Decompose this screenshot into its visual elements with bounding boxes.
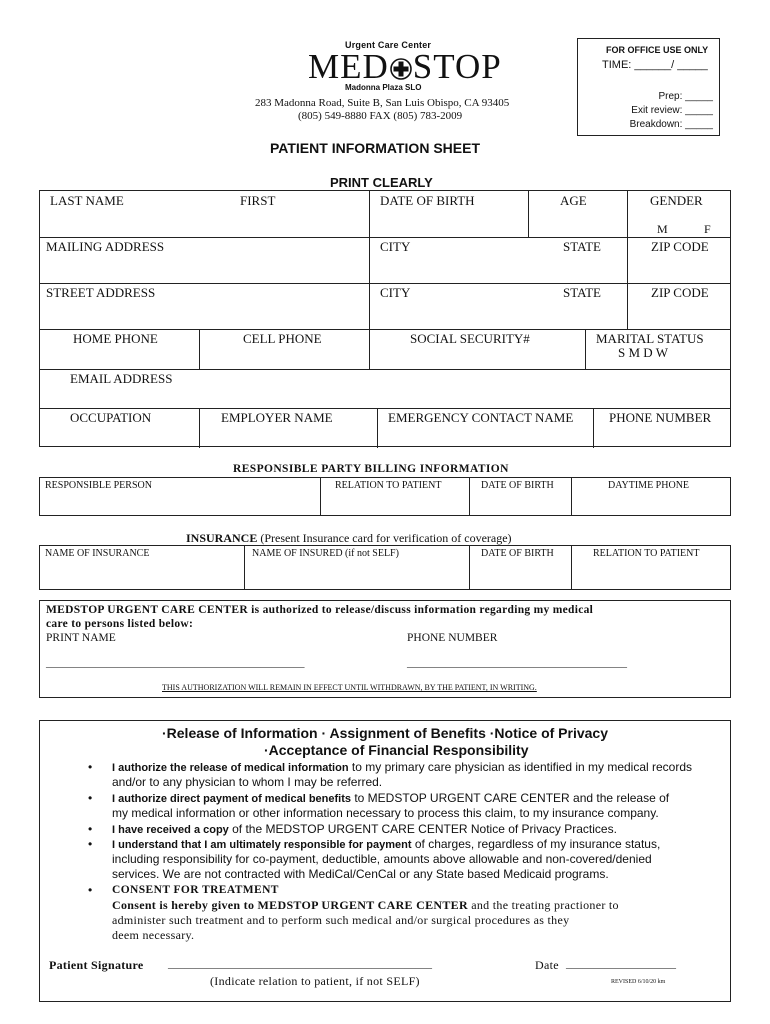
office-exit-review: Exit review: _____ (631, 105, 713, 116)
clinic-address: 283 Madonna Road, Suite B, San Luis Obispo, CA 93405 (255, 97, 510, 109)
bullet-icon: • (88, 837, 93, 851)
billing-dob-field[interactable]: DATE OF BIRTH (481, 480, 554, 491)
billing-heading: RESPONSIBLE PARTY BILLING INFORMATION (233, 463, 509, 475)
mailing-state-field[interactable]: STATE (563, 239, 601, 254)
authorization-line2: care to persons listed below: (46, 618, 194, 630)
insured-name-field[interactable]: NAME OF INSURED (if not SELF) (252, 548, 399, 559)
last-name-field[interactable]: LAST NAME (50, 193, 124, 208)
emergency-phone-field[interactable]: PHONE NUMBER (609, 410, 712, 425)
first-name-field[interactable]: FIRST (240, 193, 276, 208)
billing-daytime-phone-field[interactable]: DAYTIME PHONE (608, 480, 690, 491)
employer-field[interactable]: EMPLOYER NAME (221, 410, 333, 425)
authorization-line1: MEDSTOP URGENT CARE CENTER is authorized to release/discuss information regarding my medical (46, 604, 594, 616)
insurance-heading-note: (Present Insurance card for verification of coverage) (257, 531, 512, 545)
insurance-heading-bold: INSURANCE (186, 531, 258, 545)
gender-f[interactable]: F (704, 222, 711, 236)
print-clearly: PRINT CLEARLY (330, 175, 433, 190)
authorization-note: THIS AUTHORIZATION WILL REMAIN IN EFFECT UNTIL WITHDRAWN, BY THE PATIENT, IN WRITING. (162, 683, 537, 692)
patient-info-grid (39, 190, 731, 447)
insurance-name-field[interactable]: NAME OF INSURANCE (45, 548, 150, 559)
release-item-4-cont2: services. We are not contracted with MediCal/CenCal or any State based Medicaid programs. (112, 867, 609, 881)
page-title: PATIENT INFORMATION SHEET (270, 140, 480, 156)
cross-icon (390, 51, 412, 73)
date-label: Date (535, 958, 559, 972)
street-state-field[interactable]: STATE (563, 285, 601, 300)
insurance-dob-field[interactable]: DATE OF BIRTH (481, 548, 554, 559)
billing-table (39, 477, 731, 516)
release-heading-1: ·Release of Information · Assignment of Benefits ·Notice of Privacy (162, 725, 609, 741)
dob-field[interactable]: DATE OF BIRTH (380, 193, 475, 208)
release-heading-2: ·Acceptance of Financial Responsibility (264, 742, 529, 758)
billing-relation-field[interactable]: RELATION TO PATIENT (335, 480, 442, 491)
bullet-icon: • (88, 883, 93, 897)
auth-phone-label: PHONE NUMBER (407, 632, 498, 644)
auth-name-line[interactable]: _______________________________________________ (46, 657, 305, 669)
office-prep: Prep: _____ (658, 91, 713, 102)
responsible-person-field[interactable]: RESPONSIBLE PERSON (45, 480, 152, 491)
consent-line-2: administer such treatment and to perform such medical and/or surgical procedures as they (112, 913, 570, 927)
release-item-4-cont1: including responsibility for co-payment, deductible, amounts above allowable and non-covered/denied (112, 852, 652, 866)
marital-status-field[interactable]: MARITAL STATUS (596, 331, 704, 346)
consent-line-3: deem necessary. (112, 928, 195, 942)
logo-stop: STOP (412, 47, 502, 86)
cell-phone-field[interactable]: CELL PHONE (243, 331, 322, 346)
street-address-field[interactable]: STREET ADDRESS (46, 285, 156, 300)
bullet-icon: • (88, 760, 93, 774)
insurance-heading (186, 531, 512, 546)
logo-tagline: Urgent Care Center (345, 40, 432, 50)
street-city-field[interactable]: CITY (380, 285, 411, 300)
office-use-box (577, 38, 720, 136)
auth-phone-line[interactable]: ________________________________________ (407, 657, 627, 669)
mailing-city-field[interactable]: CITY (380, 239, 411, 254)
revised-note: REVISED 6/10/20 km (611, 979, 666, 985)
logo-med: MED (308, 47, 389, 86)
marital-options[interactable]: S M D W (618, 345, 668, 360)
print-name-label: PRINT NAME (46, 632, 116, 644)
gender-m[interactable]: M (657, 222, 668, 236)
emergency-contact-field[interactable]: EMERGENCY CONTACT NAME (388, 410, 574, 425)
patient-signature-line[interactable]: ________________________________________________ (168, 958, 432, 970)
release-item-2-cont: my medical information or other information necessary to process this claim, to my insurance company. (112, 806, 659, 820)
medstop-logo (308, 49, 502, 85)
bullet-icon: • (88, 791, 93, 805)
logo-location: Madonna Plaza SLO (345, 83, 422, 92)
insurance-table (39, 545, 731, 590)
bullet-icon: • (88, 822, 93, 836)
mailing-zip-field[interactable]: ZIP CODE (651, 239, 709, 254)
age-field[interactable]: AGE (560, 193, 587, 208)
patient-signature-label: Patient Signature (49, 958, 144, 972)
office-use-title: FOR OFFICE USE ONLY (606, 45, 709, 55)
gender-field[interactable]: GENDER (650, 193, 703, 208)
occupation-field[interactable]: OCCUPATION (70, 410, 152, 425)
date-line[interactable]: ____________________ (566, 958, 676, 970)
ssn-field[interactable]: SOCIAL SECURITY# (410, 331, 530, 346)
clinic-phone-fax: (805) 549-8880 FAX (805) 783-2009 (298, 110, 463, 122)
relation-note: (Indicate relation to patient, if not SELF) (210, 974, 420, 988)
insurance-relation-field[interactable]: RELATION TO PATIENT (593, 548, 700, 559)
release-item-4: I understand that I am ultimately responsible for payment of charges, regardless of my insurance status, (112, 837, 661, 851)
office-breakdown: Breakdown: _____ (629, 119, 713, 130)
home-phone-field[interactable]: HOME PHONE (73, 331, 158, 346)
mailing-address-field[interactable]: MAILING ADDRESS (46, 239, 165, 254)
authorization-box (39, 600, 731, 698)
consent-line-1: Consent is hereby given to MEDSTOP URGENT CARE CENTER and the treating practioner to (112, 898, 619, 912)
consent-heading: CONSENT FOR TREATMENT (112, 884, 279, 896)
office-time: TIME: ______/ _____ (602, 59, 708, 71)
street-zip-field[interactable]: ZIP CODE (651, 285, 709, 300)
release-item-3: I have received a copy of the MEDSTOP URGENT CARE CENTER Notice of Privacy Practices. (112, 822, 617, 836)
release-item-1-cont: and/or to any physician to whom I may be referred. (112, 775, 383, 789)
release-item-2: I authorize direct payment of medical benefits to MEDSTOP URGENT CARE CENTER and the release of (112, 791, 670, 805)
email-field[interactable]: EMAIL ADDRESS (70, 371, 173, 386)
release-item-1: I authorize the release of medical information to my primary care physician as identified in my medical records (112, 760, 693, 774)
